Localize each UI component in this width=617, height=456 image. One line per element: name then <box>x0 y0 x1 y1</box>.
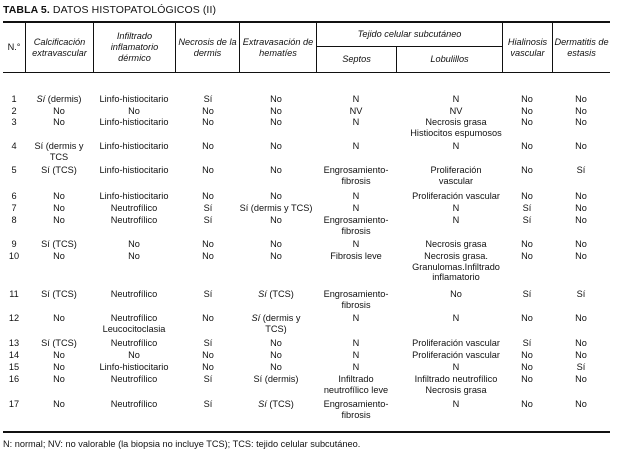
hialinosis-cell: No <box>521 191 533 201</box>
infiltrado-cell: Linfo-histiocitario <box>99 191 169 201</box>
necrosis-cell: No <box>202 165 214 175</box>
infiltrado-cell: Neutrofílico <box>110 289 158 299</box>
row-number: 15 <box>8 362 20 372</box>
lobulillos-cell: No <box>450 289 462 299</box>
extravasacion-cell: No <box>270 251 282 261</box>
lobulillos-cell: Proliferación vascular <box>412 350 500 360</box>
hialinosis-cell: Sí <box>522 338 532 348</box>
calcificacion-cell: Sí (TCS) <box>41 338 77 348</box>
calcificacion-cell: No <box>53 313 65 323</box>
necrosis-cell: Sí <box>203 289 213 299</box>
infiltrado-cell: Neutrofílico <box>110 338 158 348</box>
dermatitis-cell: No <box>575 313 587 323</box>
septos-cell: N <box>352 362 360 372</box>
calcificacion-cell: Sí (TCS) <box>41 165 77 175</box>
hialinosis-cell: No <box>521 117 533 127</box>
necrosis-cell: Sí <box>203 203 213 213</box>
infiltrado-cell: No <box>128 106 140 116</box>
extravasacion-cell: No <box>270 94 282 104</box>
lobulillos-cell: Necrosis grasa. Granulomas.Infiltrado inflamatorio <box>412 251 500 282</box>
header-calcificacion: Calcificación extravascular <box>32 36 87 58</box>
necrosis-cell: No <box>202 117 214 127</box>
header-dermatitis: Dermatitis de estasis <box>554 36 609 58</box>
extravasacion-cell: No <box>270 362 282 372</box>
calcificacion-cell: Sí (TCS) <box>41 289 77 299</box>
row-number: 10 <box>8 251 20 261</box>
septos-cell: N <box>352 94 360 104</box>
septos-cell: N <box>352 338 360 348</box>
dermatitis-cell: Sí <box>576 362 586 372</box>
table-title-text: DATOS HISTOPATOLÓGICOS (II) <box>52 4 217 16</box>
dermatitis-cell: Sí <box>576 289 586 299</box>
infiltrado-cell: Neutrofílico <box>110 215 158 225</box>
extravasacion-cell: No <box>270 106 282 116</box>
row-number: 16 <box>8 374 20 384</box>
row-number: 12 <box>8 313 20 323</box>
header-lobulillos: Lobulillos <box>430 54 469 64</box>
necrosis-cell: No <box>202 239 214 249</box>
septos-cell: N <box>352 141 360 151</box>
infiltrado-cell: Linfo-histiocitario <box>99 141 169 151</box>
necrosis-cell: No <box>202 106 214 116</box>
septos-cell: Infiltrado neutrofílico leve <box>323 374 389 395</box>
dermatitis-cell: No <box>575 203 587 213</box>
hialinosis-cell: No <box>521 165 533 175</box>
extravasacion-cell: No <box>270 141 282 151</box>
calcificacion-cell: No <box>53 374 65 384</box>
hialinosis-cell: Sí <box>522 289 532 299</box>
necrosis-cell: No <box>202 350 214 360</box>
infiltrado-cell: No <box>128 350 140 360</box>
dermatitis-cell: No <box>575 251 587 261</box>
infiltrado-cell: Neutrofílico <box>110 203 158 213</box>
lobulillos-cell: Proliferación vascular <box>412 191 500 201</box>
calcificacion-cell: No <box>53 362 65 372</box>
table-title <box>3 4 216 16</box>
necrosis-cell: Sí <box>203 399 213 409</box>
dermatitis-cell: No <box>575 350 587 360</box>
infiltrado-cell: Neutrofílico <box>110 374 158 384</box>
dermatitis-cell: No <box>575 191 587 201</box>
calcificacion-cell: Sí (dermis) <box>36 94 82 104</box>
calcificacion-cell: No <box>53 350 65 360</box>
header-septos: Septos <box>342 54 371 64</box>
septos-cell: N <box>352 313 360 323</box>
lobulillos-cell: N <box>452 362 460 372</box>
septos-cell: N <box>352 117 360 127</box>
calcificacion-cell: No <box>53 203 65 213</box>
bottom-rule <box>3 431 610 433</box>
extravasacion-cell: No <box>270 338 282 348</box>
lobulillos-cell: Necrosis grasa Histiocitos espumosos <box>410 117 502 138</box>
dermatitis-cell: No <box>575 239 587 249</box>
septos-cell: NV <box>349 106 363 116</box>
header-n: N.° <box>7 42 21 52</box>
extravasacion-cell: Sí (dermis) <box>253 374 299 384</box>
header-infiltrado: Infiltrado inflamatorio dérmico <box>110 31 159 63</box>
extravasacion-cell: No <box>270 350 282 360</box>
row-number: 5 <box>11 165 17 175</box>
row-number: 13 <box>8 338 20 348</box>
row-number: 9 <box>11 239 17 249</box>
infiltrado-cell: Neutrofílico Leucocitoclasia <box>102 313 166 334</box>
header-extravasacion: Extravasación de hematíes <box>242 36 314 58</box>
lobulillos-cell: N <box>452 215 460 225</box>
septos-cell: Engrosamiento- fibrosis <box>323 399 389 420</box>
dermatitis-cell: No <box>575 141 587 151</box>
hialinosis-cell: No <box>521 239 533 249</box>
table-footnote: N: normal; NV: no valorable (la biopsia no incluye TCS); TCS: tejido celular subcutáneo. <box>3 439 361 449</box>
row-number: 3 <box>11 117 17 127</box>
row-number: 17 <box>8 399 20 409</box>
header-hialinosis: Hialinosis vascular <box>507 36 548 58</box>
lobulillos-cell: N <box>452 94 460 104</box>
infiltrado-cell: Linfo-histiocitario <box>99 117 169 127</box>
lobulillos-cell: Proliferación vascular <box>430 165 482 186</box>
row-number: 4 <box>11 141 17 151</box>
calcificacion-cell: Sí (TCS) <box>41 239 77 249</box>
dermatitis-cell: No <box>575 399 587 409</box>
hialinosis-cell: No <box>521 399 533 409</box>
necrosis-cell: No <box>202 313 214 323</box>
lobulillos-cell: Infiltrado neutrofílico Necrosis grasa <box>414 374 498 395</box>
dermatitis-cell: Sí <box>576 165 586 175</box>
dermatitis-cell: No <box>575 94 587 104</box>
extravasacion-cell: No <box>270 239 282 249</box>
row-number: 2 <box>11 106 17 116</box>
calcificacion-cell: No <box>53 106 65 116</box>
necrosis-cell: No <box>202 191 214 201</box>
septos-cell: Engrosamiento- fibrosis <box>323 165 389 186</box>
row-number: 6 <box>11 191 17 201</box>
hialinosis-cell: No <box>521 141 533 151</box>
extravasacion-cell: Sí (dermis y TCS) <box>239 203 313 213</box>
header-necrosis: Necrosis de la dermis <box>178 36 237 58</box>
necrosis-cell: Sí <box>203 374 213 384</box>
hialinosis-cell: No <box>521 362 533 372</box>
lobulillos-cell: N <box>452 203 460 213</box>
calcificacion-cell: No <box>53 215 65 225</box>
hialinosis-cell: Sí <box>522 215 532 225</box>
calcificacion-cell: No <box>53 117 65 127</box>
calcificacion-cell: Sí (dermis y TCS <box>34 141 84 162</box>
extravasacion-cell: No <box>270 191 282 201</box>
row-number: 11 <box>9 289 19 299</box>
dermatitis-cell: No <box>575 374 587 384</box>
infiltrado-cell: No <box>128 239 140 249</box>
header-tejido: Tejido celular subcutáneo <box>357 29 462 39</box>
septos-cell: Engrosamiento- fibrosis <box>323 215 389 236</box>
infiltrado-cell: Linfo-histiocitario <box>99 165 169 175</box>
row-number: 8 <box>11 215 17 225</box>
lobulillos-cell: Proliferación vascular <box>412 338 500 348</box>
septos-cell: N <box>352 191 360 201</box>
hialinosis-cell: Sí <box>522 203 532 213</box>
extravasacion-cell: Sí (dermis y TCS) <box>251 313 301 334</box>
row-number: 7 <box>11 203 17 213</box>
hialinosis-cell: No <box>521 374 533 384</box>
calcificacion-cell: No <box>53 399 65 409</box>
calcificacion-cell: No <box>53 191 65 201</box>
extravasacion-cell: Sí (TCS) <box>258 289 294 299</box>
extravasacion-cell: No <box>270 215 282 225</box>
septos-cell: N <box>352 239 360 249</box>
extravasacion-cell: Sí (TCS) <box>258 399 294 409</box>
septos-cell: Engrosamiento- fibrosis <box>323 289 389 310</box>
necrosis-cell: Sí <box>203 94 213 104</box>
necrosis-cell: Sí <box>203 338 213 348</box>
hialinosis-cell: No <box>521 251 533 261</box>
hialinosis-cell: No <box>521 350 533 360</box>
extravasacion-cell: No <box>270 117 282 127</box>
infiltrado-cell: Linfo-histiocitario <box>99 94 169 104</box>
dermatitis-cell: No <box>575 117 587 127</box>
lobulillos-cell: N <box>452 141 460 151</box>
infiltrado-cell: Linfo-histiocitario <box>99 362 169 372</box>
extravasacion-cell: No <box>270 165 282 175</box>
necrosis-cell: No <box>202 141 214 151</box>
hialinosis-cell: No <box>521 94 533 104</box>
necrosis-cell: No <box>202 362 214 372</box>
necrosis-cell: Sí <box>203 215 213 225</box>
calcificacion-cell: No <box>53 251 65 261</box>
row-number: 1 <box>11 94 17 104</box>
infiltrado-cell: No <box>128 251 140 261</box>
lobulillos-cell: N <box>452 399 460 409</box>
septos-cell: N <box>352 203 360 213</box>
necrosis-cell: No <box>202 251 214 261</box>
dermatitis-cell: No <box>575 106 587 116</box>
dermatitis-cell: No <box>575 215 587 225</box>
infiltrado-cell: Neutrofílico <box>110 399 158 409</box>
lobulillos-cell: NV <box>449 106 463 116</box>
table-title-label: TABLA 5. <box>3 4 50 16</box>
hialinosis-cell: No <box>521 106 533 116</box>
hialinosis-cell: No <box>521 313 533 323</box>
header-bottom-rule <box>3 72 610 73</box>
lobulillos-cell: Necrosis grasa <box>425 239 487 249</box>
septos-cell: N <box>352 350 360 360</box>
septos-cell: Fibrosis leve <box>330 251 382 261</box>
lobulillos-cell: N <box>452 313 460 323</box>
dermatitis-cell: No <box>575 338 587 348</box>
row-number: 14 <box>8 350 20 360</box>
